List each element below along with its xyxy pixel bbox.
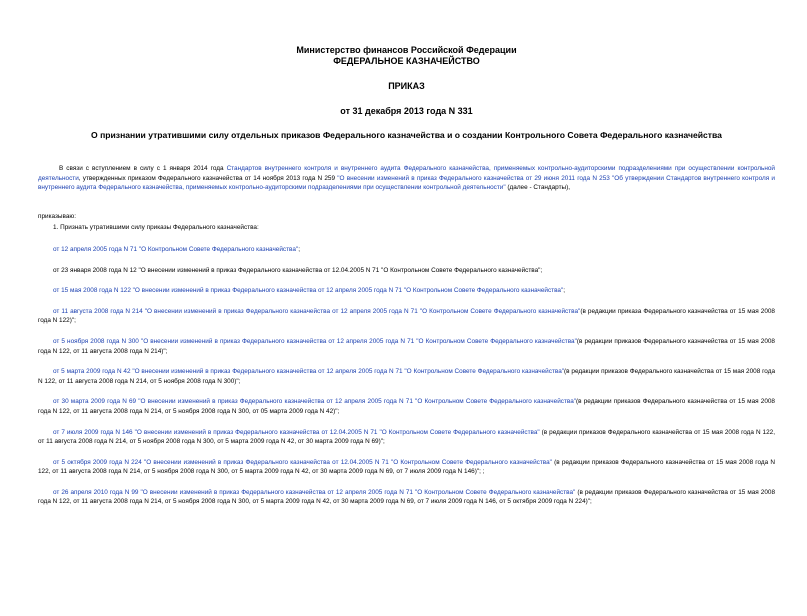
list-item bbox=[38, 488, 775, 507]
item-link[interactable]: от 11 августа 2008 года N 214 "О внесении изменений в приказ Федерального казначейства от 12 апреля 2005 года N 71 "О Контрольном Совете Федерального казначейства" bbox=[53, 307, 581, 315]
point-1: 1. Признать утратившими силу приказы Федерального казначейства: bbox=[53, 224, 259, 232]
item-text: от 23 января 2008 года N 12 "О внесении изменений в приказ Федерального казначейства от 12.04.2005 N 71 "О Контрольном Совете Федерального казначейства"; bbox=[53, 266, 543, 274]
list-item bbox=[38, 286, 775, 296]
intro-paragraph bbox=[38, 164, 775, 193]
item-text: ; bbox=[298, 245, 300, 253]
list-item bbox=[38, 245, 775, 255]
item-link[interactable]: от 5 марта 2009 года N 42 "О внесении изменений в приказ Федерального казначейства от 12 апреля 2005 года N 71 "О Контрольном Совете Федерального казначейства" bbox=[53, 368, 565, 376]
list-item bbox=[38, 307, 775, 326]
document-header bbox=[38, 45, 775, 117]
item-text: (в редакции приказов Федерального казначейства от 15 мая 2008 года N 122, от 11 августа 2008 года N 214, от 5 ноября 2008 года N 300)"; bbox=[38, 368, 775, 385]
order-word: приказываю: bbox=[38, 212, 76, 220]
item-text: (в редакции приказов Федерального казначейства от 15 мая 2008 года N 122, от 11 августа 2008 года N 214, от 5 ноября 2008 года N 300, от 5 марта 2009 года N 42, от 30 марта 2009 года N 69, от 7 июля 2009 года N 146, от 5 октября 2009 года N 224)"; bbox=[38, 488, 775, 506]
list-item bbox=[38, 266, 775, 276]
item-link[interactable]: от 5 октября 2009 года N 224 "О внесении изменений в приказ Федерального казначейства от 12.04.2005 N 71 "О Контрольном Совете Федерального казначейства" bbox=[53, 458, 552, 466]
list-item bbox=[38, 367, 775, 386]
document-title: О признании утратившими силу отдельных приказов Федерального казначейства и о создании Контрольного Совета Федерального казначейства bbox=[91, 130, 722, 140]
item-link[interactable]: от 26 апреля 2010 года N 99 "О внесении изменений в приказ Федерального казначейства от 12 апреля 2005 года N 71 "О Контрольном Совете Федерального казначейства" bbox=[53, 488, 576, 496]
intro-mid: , утвержденных приказом Федерального казначейства от 14 ноября 2013 года N 259 bbox=[78, 174, 338, 182]
item-text: (в редакции приказов Федерального казначейства от 15 мая 2008 года N 122, от 11 августа 2008 года N 214, от 5 ноября 2008 года N 300, от 5 марта 2009 года N 42, от 30 марта 2009 года N 69)"; bbox=[38, 428, 775, 446]
item-text: (в редакции приказа Федерального казначейства от 15 мая 2008 года N 122)"; bbox=[38, 307, 775, 325]
intro-lead: В связи с вступлением в силу с 1 января 2014 года bbox=[59, 165, 227, 172]
item-text: (в редакции приказов Федерального казначейства от 15 мая 2008 года N 122, от 11 августа 2008 года N 214, от 5 ноября 2008 года N 300, от 5 марта 2009 года N 42, от 30 марта 2009 года N 69, от 7 июля 2009 года N 146)"; ; bbox=[38, 458, 775, 476]
item-link[interactable]: от 15 мая 2008 года N 122 "О внесении изменений в приказ Федерального казначейства от 12 апреля 2005 года N 71 "О Контрольном Совете Федерального казначейства" bbox=[53, 287, 564, 295]
document-date-number: от 31 декабря 2013 года N 331 bbox=[340, 106, 473, 116]
item-text: (в редакции приказов Федерального казначейства от 15 мая 2008 года N 122, от 11 августа 2008 года N 214)"; bbox=[38, 337, 775, 355]
document-page bbox=[0, 45, 807, 616]
item-text: ; bbox=[563, 287, 566, 295]
item-link[interactable]: от 12 апреля 2005 года N 71 "О Контрольном Совете Федерального казначейства" bbox=[53, 245, 299, 253]
item-link[interactable]: от 7 июля 2009 года N 146 "О внесении изменений в приказ Федерального казначейства от 12.04.2005 N 71 "О Контрольном Совете Федерального казначейства" bbox=[53, 428, 540, 436]
list-item bbox=[38, 337, 775, 356]
document-type: ПРИКАЗ bbox=[388, 81, 425, 91]
list-item bbox=[38, 428, 775, 447]
item-link[interactable]: от 5 ноября 2008 года N 300 "О внесении изменений в приказ Федерального казначейства от 12 апреля 2005 года N 71 "О Контрольном Совете Федерального казначейства" bbox=[53, 337, 577, 345]
agency-name: ФЕДЕРАЛЬНОЕ КАЗНАЧЕЙСТВО bbox=[333, 56, 480, 66]
standards-link[interactable]: Стандартов внутреннего контроля и внутреннего аудита Федерального казначейства, применяемых контрольно-аудиторскими подразделениями при осуществлении контрольной деятельности bbox=[38, 165, 776, 182]
ministry-name: Министерство финансов Российской Федерации bbox=[296, 45, 517, 55]
order-259-link[interactable]: "О внесении изменений в приказ Федерального казначейства от 29 июня 2011 года N 253 "Об утверждении Стандартов внутреннего контроля и внутреннего аудита Федерального казначейства, применяемых контрольно-аудиторскими подразделениями при осуществлении контрольной деятельности" bbox=[38, 174, 775, 192]
list-item bbox=[38, 397, 775, 416]
list-item bbox=[38, 458, 775, 477]
intro-tail: (далее - Стандарты), bbox=[505, 184, 571, 192]
item-text: (в редакции приказов Федерального казначейства от 15 мая 2008 года N 122, от 11 августа 2008 года N 214, от 5 ноября 2008 года N 300, от 05 марта 2009 года N 42)"; bbox=[38, 398, 775, 415]
item-link[interactable]: от 30 марта 2009 года N 69 "О внесении изменений в приказ Федерального казначейства от 12 апреля 2005 года N 71 "О Контрольном Совете Федерального казначейства" bbox=[53, 398, 577, 406]
